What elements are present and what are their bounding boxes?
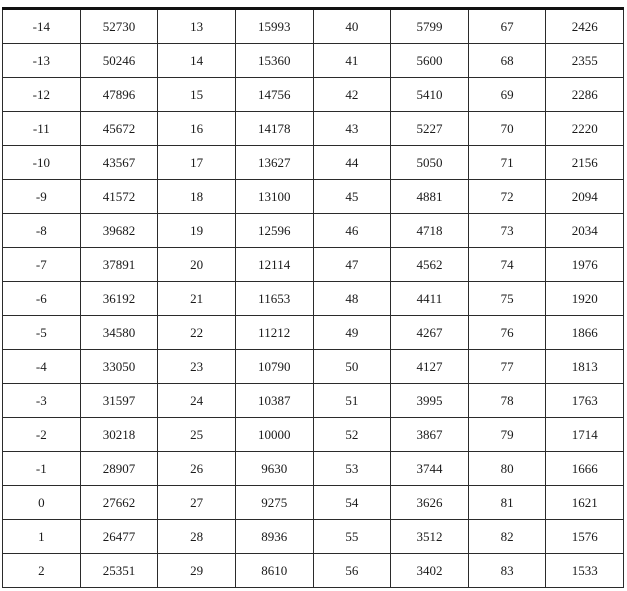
table-cell: 78 bbox=[468, 384, 546, 418]
table-cell: 73 bbox=[468, 214, 546, 248]
table-cell: 47 bbox=[313, 248, 391, 282]
table-cell: 1763 bbox=[546, 384, 624, 418]
table-cell: -6 bbox=[3, 282, 81, 316]
table-cell: 5050 bbox=[391, 146, 469, 180]
table-cell: 4718 bbox=[391, 214, 469, 248]
table-cell: 34580 bbox=[80, 316, 158, 350]
table-cell: -13 bbox=[3, 44, 81, 78]
table-cell: 49 bbox=[313, 316, 391, 350]
table-cell: -12 bbox=[3, 78, 81, 112]
table-cell: 12596 bbox=[235, 214, 313, 248]
table-cell: -3 bbox=[3, 384, 81, 418]
table-cell: -7 bbox=[3, 248, 81, 282]
table-cell: 72 bbox=[468, 180, 546, 214]
table-cell: 10000 bbox=[235, 418, 313, 452]
table-cell: 10790 bbox=[235, 350, 313, 384]
table-cell: 52 bbox=[313, 418, 391, 452]
table-cell: 2 bbox=[3, 554, 81, 588]
table-row bbox=[3, 248, 624, 282]
table-cell: 1666 bbox=[546, 452, 624, 486]
table-cell: 9630 bbox=[235, 452, 313, 486]
table-row bbox=[3, 146, 624, 180]
table-row bbox=[3, 180, 624, 214]
table-cell: 1621 bbox=[546, 486, 624, 520]
table-cell: 2156 bbox=[546, 146, 624, 180]
table-cell: 30218 bbox=[80, 418, 158, 452]
table-cell: 83 bbox=[468, 554, 546, 588]
table-cell: 42 bbox=[313, 78, 391, 112]
table-row bbox=[3, 78, 624, 112]
table-cell: 37891 bbox=[80, 248, 158, 282]
table-cell: 1866 bbox=[546, 316, 624, 350]
table-cell: 3402 bbox=[391, 554, 469, 588]
table-cell: 44 bbox=[313, 146, 391, 180]
table-row bbox=[3, 9, 624, 44]
table-cell: 50246 bbox=[80, 44, 158, 78]
table-cell: 52730 bbox=[80, 9, 158, 44]
table-cell: 2286 bbox=[546, 78, 624, 112]
table-cell: -14 bbox=[3, 9, 81, 44]
table-cell: 4127 bbox=[391, 350, 469, 384]
table-cell: 17 bbox=[158, 146, 236, 180]
table-row bbox=[3, 350, 624, 384]
table-row bbox=[3, 384, 624, 418]
table-cell: 29 bbox=[158, 554, 236, 588]
table-cell: 1576 bbox=[546, 520, 624, 554]
table-cell: 51 bbox=[313, 384, 391, 418]
table-cell: 4411 bbox=[391, 282, 469, 316]
table-cell: 11212 bbox=[235, 316, 313, 350]
table-cell: 33050 bbox=[80, 350, 158, 384]
table-cell: 1714 bbox=[546, 418, 624, 452]
table-cell: 23 bbox=[158, 350, 236, 384]
table-cell: 26 bbox=[158, 452, 236, 486]
table-cell: 45672 bbox=[80, 112, 158, 146]
table-cell: 3512 bbox=[391, 520, 469, 554]
table-cell: 27662 bbox=[80, 486, 158, 520]
table-cell: 24 bbox=[158, 384, 236, 418]
table-cell: 53 bbox=[313, 452, 391, 486]
data-table-body bbox=[3, 9, 624, 588]
table-cell: 81 bbox=[468, 486, 546, 520]
table-cell: 0 bbox=[3, 486, 81, 520]
table-cell: 25 bbox=[158, 418, 236, 452]
table-cell: 14756 bbox=[235, 78, 313, 112]
table-cell: 14 bbox=[158, 44, 236, 78]
table-cell: 10387 bbox=[235, 384, 313, 418]
table-cell: -10 bbox=[3, 146, 81, 180]
table-cell: 43567 bbox=[80, 146, 158, 180]
table-row bbox=[3, 316, 624, 350]
table-row bbox=[3, 282, 624, 316]
table-cell: 9275 bbox=[235, 486, 313, 520]
table-cell: 3744 bbox=[391, 452, 469, 486]
table-cell: 69 bbox=[468, 78, 546, 112]
table-cell: -11 bbox=[3, 112, 81, 146]
table-cell: 76 bbox=[468, 316, 546, 350]
table-cell: 50 bbox=[313, 350, 391, 384]
table-cell: 26477 bbox=[80, 520, 158, 554]
table-cell: 3867 bbox=[391, 418, 469, 452]
table-row bbox=[3, 44, 624, 78]
table-cell: 13627 bbox=[235, 146, 313, 180]
table-cell: 15993 bbox=[235, 9, 313, 44]
table-cell: 40 bbox=[313, 9, 391, 44]
table-row bbox=[3, 452, 624, 486]
table-cell: 5410 bbox=[391, 78, 469, 112]
table-cell: 16 bbox=[158, 112, 236, 146]
table-cell: 48 bbox=[313, 282, 391, 316]
table-row bbox=[3, 554, 624, 588]
table-cell: 80 bbox=[468, 452, 546, 486]
table-cell: 5600 bbox=[391, 44, 469, 78]
table-cell: 79 bbox=[468, 418, 546, 452]
table-cell: 56 bbox=[313, 554, 391, 588]
table-cell: 2220 bbox=[546, 112, 624, 146]
table-cell: 41572 bbox=[80, 180, 158, 214]
table-cell: -5 bbox=[3, 316, 81, 350]
table-row bbox=[3, 520, 624, 554]
table-cell: 21 bbox=[158, 282, 236, 316]
table-row bbox=[3, 418, 624, 452]
table-cell: 12114 bbox=[235, 248, 313, 282]
table-row bbox=[3, 214, 624, 248]
table-cell: 45 bbox=[313, 180, 391, 214]
table-cell: 13100 bbox=[235, 180, 313, 214]
table-cell: 54 bbox=[313, 486, 391, 520]
table-cell: 1976 bbox=[546, 248, 624, 282]
table-cell: 4881 bbox=[391, 180, 469, 214]
table-cell: 1533 bbox=[546, 554, 624, 588]
table-row bbox=[3, 112, 624, 146]
table-cell: 82 bbox=[468, 520, 546, 554]
table-cell: 39682 bbox=[80, 214, 158, 248]
table-cell: 11653 bbox=[235, 282, 313, 316]
table-cell: 55 bbox=[313, 520, 391, 554]
table-cell: 77 bbox=[468, 350, 546, 384]
table-cell: 4562 bbox=[391, 248, 469, 282]
table-cell: 20 bbox=[158, 248, 236, 282]
table-cell: 1813 bbox=[546, 350, 624, 384]
table-cell: 2094 bbox=[546, 180, 624, 214]
table-cell: 1920 bbox=[546, 282, 624, 316]
table-cell: 67 bbox=[468, 9, 546, 44]
table-cell: 75 bbox=[468, 282, 546, 316]
table-cell: 74 bbox=[468, 248, 546, 282]
table-cell: 41 bbox=[313, 44, 391, 78]
table-row bbox=[3, 486, 624, 520]
table-cell: 19 bbox=[158, 214, 236, 248]
table-cell: -9 bbox=[3, 180, 81, 214]
table-cell: 47896 bbox=[80, 78, 158, 112]
table-cell: 1 bbox=[3, 520, 81, 554]
table-cell: 28907 bbox=[80, 452, 158, 486]
table-cell: 15 bbox=[158, 78, 236, 112]
table-cell: 2034 bbox=[546, 214, 624, 248]
table-cell: 8610 bbox=[235, 554, 313, 588]
table-cell: -1 bbox=[3, 452, 81, 486]
table-cell: 68 bbox=[468, 44, 546, 78]
table-cell: 46 bbox=[313, 214, 391, 248]
table-cell: 70 bbox=[468, 112, 546, 146]
table-cell: 31597 bbox=[80, 384, 158, 418]
table-cell: -2 bbox=[3, 418, 81, 452]
table-cell: 5227 bbox=[391, 112, 469, 146]
table-cell: 8936 bbox=[235, 520, 313, 554]
table-cell: 2355 bbox=[546, 44, 624, 78]
table-cell: 43 bbox=[313, 112, 391, 146]
table-cell: 15360 bbox=[235, 44, 313, 78]
table-cell: 28 bbox=[158, 520, 236, 554]
table-cell: 4267 bbox=[391, 316, 469, 350]
table-cell: 27 bbox=[158, 486, 236, 520]
table-cell: -4 bbox=[3, 350, 81, 384]
table-cell: 13 bbox=[158, 9, 236, 44]
table-cell: 3995 bbox=[391, 384, 469, 418]
table-cell: 14178 bbox=[235, 112, 313, 146]
table-cell: 5799 bbox=[391, 9, 469, 44]
table-cell: 71 bbox=[468, 146, 546, 180]
table-cell: 2426 bbox=[546, 9, 624, 44]
table-cell: -8 bbox=[3, 214, 81, 248]
table-cell: 36192 bbox=[80, 282, 158, 316]
table-cell: 18 bbox=[158, 180, 236, 214]
table-cell: 22 bbox=[158, 316, 236, 350]
table-cell: 25351 bbox=[80, 554, 158, 588]
table-cell: 3626 bbox=[391, 486, 469, 520]
data-table bbox=[2, 7, 624, 588]
